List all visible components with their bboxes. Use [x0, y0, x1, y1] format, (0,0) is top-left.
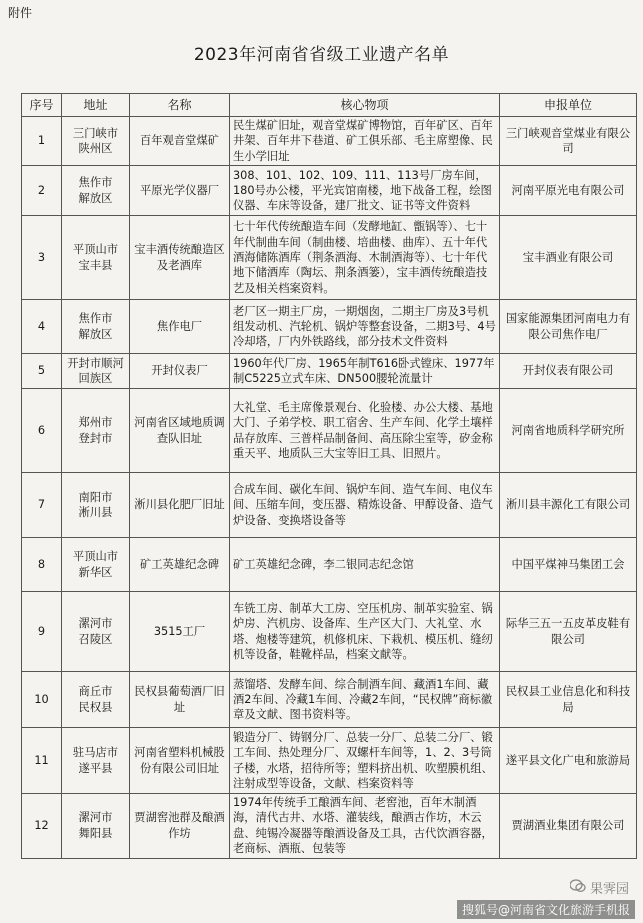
table-row	[22, 389, 637, 473]
table-row	[22, 216, 637, 300]
row-items: 矿工英雄纪念碑，李二银同志纪念馆	[230, 538, 500, 592]
table-row	[22, 592, 637, 672]
row-name: 宝丰酒传统酿造区及老酒库	[130, 216, 230, 300]
row-items: 1974年传统手工酿酒车间、老窖池，百年木制酒海，清代古井、水塔、灌装线，酿酒古作坊，木云盘、纯锡冷凝器等酿酒设备及工具，古代饮酒容器，老商标、酒瓶、包装等	[230, 794, 500, 858]
attachment-label: 附件	[8, 6, 33, 20]
footer-caption: 搜狐号@河南省文化旅游手机报	[457, 900, 635, 919]
header-name: 名称	[130, 94, 230, 117]
row-address: 驻马店市 遂平县	[62, 728, 130, 794]
row-applicant: 民权县工业信息化和科技局	[500, 672, 637, 728]
row-items: 民生煤矿旧址，观音堂煤矿博物馆，百年矿区、百年井架、百年井下巷道、矿工俱乐部、毛主席塑像、民生小学旧址	[230, 117, 500, 166]
row-name: 3515工厂	[130, 592, 230, 672]
heritage-table	[21, 93, 637, 859]
row-number: 1	[22, 117, 62, 166]
table-row	[22, 354, 637, 389]
table-row	[22, 794, 637, 858]
row-name: 河南省塑料机械股份有限公司旧址	[130, 728, 230, 794]
row-name: 开封仪表厂	[130, 354, 230, 389]
row-name: 百年观音堂煤矿	[130, 117, 230, 166]
row-address: 平顶山市 宝丰县	[62, 216, 130, 300]
table-body	[22, 117, 637, 859]
row-name: 河南省区域地质调查队旧址	[130, 389, 230, 473]
row-number: 4	[22, 300, 62, 354]
row-items: 308、101、102、109、111、113号厂房车间，180号办公楼，平光宾馆南楼，地下战备工程，绘图仪器、车床等设备，建厂批文、证书等文件资料	[230, 166, 500, 216]
row-name: 贾湖窖池群及酿酒作坊	[130, 794, 230, 858]
row-number: 7	[22, 473, 62, 538]
row-address: 焦作市 解放区	[62, 300, 130, 354]
row-items: 锻造分厂、铸钢分厂、总装一分厂、总装二分厂、锻工车间、热处理分厂、双螺杆车间等，1、2、3号筒子楼，水塔，招待所等；塑料挤出机、吹塑膜机组、注射成型等设备，文献、档案资料等	[230, 728, 500, 794]
header-address: 地址	[62, 94, 130, 117]
row-applicant: 际华三五一五皮革皮鞋有限公司	[500, 592, 637, 672]
row-applicant: 中国平煤神马集团工会	[500, 538, 637, 592]
watermark-text: 果霁园	[589, 882, 629, 897]
row-number: 11	[22, 728, 62, 794]
row-items: 老厂区一期主厂房，一期烟囱，二期主厂房及3号机组发动机、汽轮机、锅炉等整套设备，二期3号、4号冷却塔，厂内外铁路线，部分技术文件资料	[230, 300, 500, 354]
row-address: 漯河市 舞阳县	[62, 794, 130, 858]
row-number: 8	[22, 538, 62, 592]
row-applicant: 遂平县文化广电和旅游局	[500, 728, 637, 794]
row-applicant: 河南平原光电有限公司	[500, 166, 637, 216]
row-items: 合成车间、碳化车间、锅炉车间、造气车间、电仪车间、压缩车间，变压器、精炼设备、甲醇设备、造气炉设备、变换塔设备等	[230, 473, 500, 538]
row-items: 蒸馏塔、发酵车间、综合制酒车间、藏酒1车间、藏酒2车间、冷藏1车间、冷藏2车间，“民权牌”商标徽章及文献、图书资料等。	[230, 672, 500, 728]
row-name: 淅川县化肥厂旧址	[130, 473, 230, 538]
row-applicant: 淅川县丰源化工有限公司	[500, 473, 637, 538]
row-address: 三门峡市 陕州区	[62, 117, 130, 166]
row-address: 焦作市 解放区	[62, 166, 130, 216]
row-items: 七十年代传统酿造车间（发酵地缸、甑锅等）、七十年代制曲车间（制曲楼、培曲楼、曲库）、五十年代酒海储陈酒库（荆条酒海、木制酒海等）、七十年代地下储酒库（陶坛、荆条酒篓），宝丰酒传统酿造技艺及相关档案资料。	[230, 216, 500, 300]
table-row	[22, 300, 637, 354]
row-number: 9	[22, 592, 62, 672]
row-number: 12	[22, 794, 62, 858]
table-row	[22, 728, 637, 794]
row-applicant: 河南省地质科学研究所	[500, 389, 637, 473]
row-name: 民权县葡萄酒厂旧址	[130, 672, 230, 728]
row-applicant: 贾湖酒业集团有限公司	[500, 794, 637, 858]
header-no: 序号	[22, 94, 62, 117]
page-title: 2023年河南省省级工业遗产名单	[193, 45, 450, 65]
header-applicant: 申报单位	[500, 94, 637, 117]
watermark	[570, 878, 629, 897]
row-address: 漯河市 召陵区	[62, 592, 130, 672]
table-row	[22, 166, 637, 216]
row-applicant: 开封仪表有限公司	[500, 354, 637, 389]
row-applicant: 三门峡观音堂煤业有限公司	[500, 117, 637, 166]
row-address: 郑州市 登封市	[62, 389, 130, 473]
row-items: 车铣工房、制革大工房、空压机房、制革实验室、锅炉房、汽机房、设备库、生产区大门、大礼堂、水塔、炮楼等建筑，机修机床、下栽机、模压机、缝纫机等设备，鞋靴样品，档案文献等。	[230, 592, 500, 672]
row-items: 1960年代厂房、1965年制T616卧式镗床、1977年制C5225立式车床、DN500腰轮流量计	[230, 354, 500, 389]
row-applicant: 国家能源集团河南电力有限公司焦作电厂	[500, 300, 637, 354]
row-name: 平原光学仪器厂	[130, 166, 230, 216]
row-number: 5	[22, 354, 62, 389]
row-number: 6	[22, 389, 62, 473]
table-row	[22, 473, 637, 538]
row-address: 商丘市 民权县	[62, 672, 130, 728]
row-address: 开封市顺河回族区	[62, 354, 130, 389]
row-address: 南阳市 淅川县	[62, 473, 130, 538]
table-header-row	[22, 94, 637, 117]
table-row	[22, 117, 637, 166]
row-address: 平顶山市 新华区	[62, 538, 130, 592]
table-row	[22, 538, 637, 592]
wechat-icon	[570, 879, 586, 897]
row-number: 3	[22, 216, 62, 300]
row-number: 10	[22, 672, 62, 728]
row-name: 矿工英雄纪念碑	[130, 538, 230, 592]
row-items: 大礼堂、毛主席像景观台、化验楼、办公大楼、基地大门、子弟学校、职工宿舍、生产车间、化学土壤样品存放库、三普样品制备间、高压除尘室等，矽金称重天平、地质队三大宝等旧工具、旧照片。	[230, 389, 500, 473]
header-items: 核心物项	[230, 94, 500, 117]
row-number: 2	[22, 166, 62, 216]
row-applicant: 宝丰酒业有限公司	[500, 216, 637, 300]
table-row	[22, 672, 637, 728]
row-name: 焦作电厂	[130, 300, 230, 354]
